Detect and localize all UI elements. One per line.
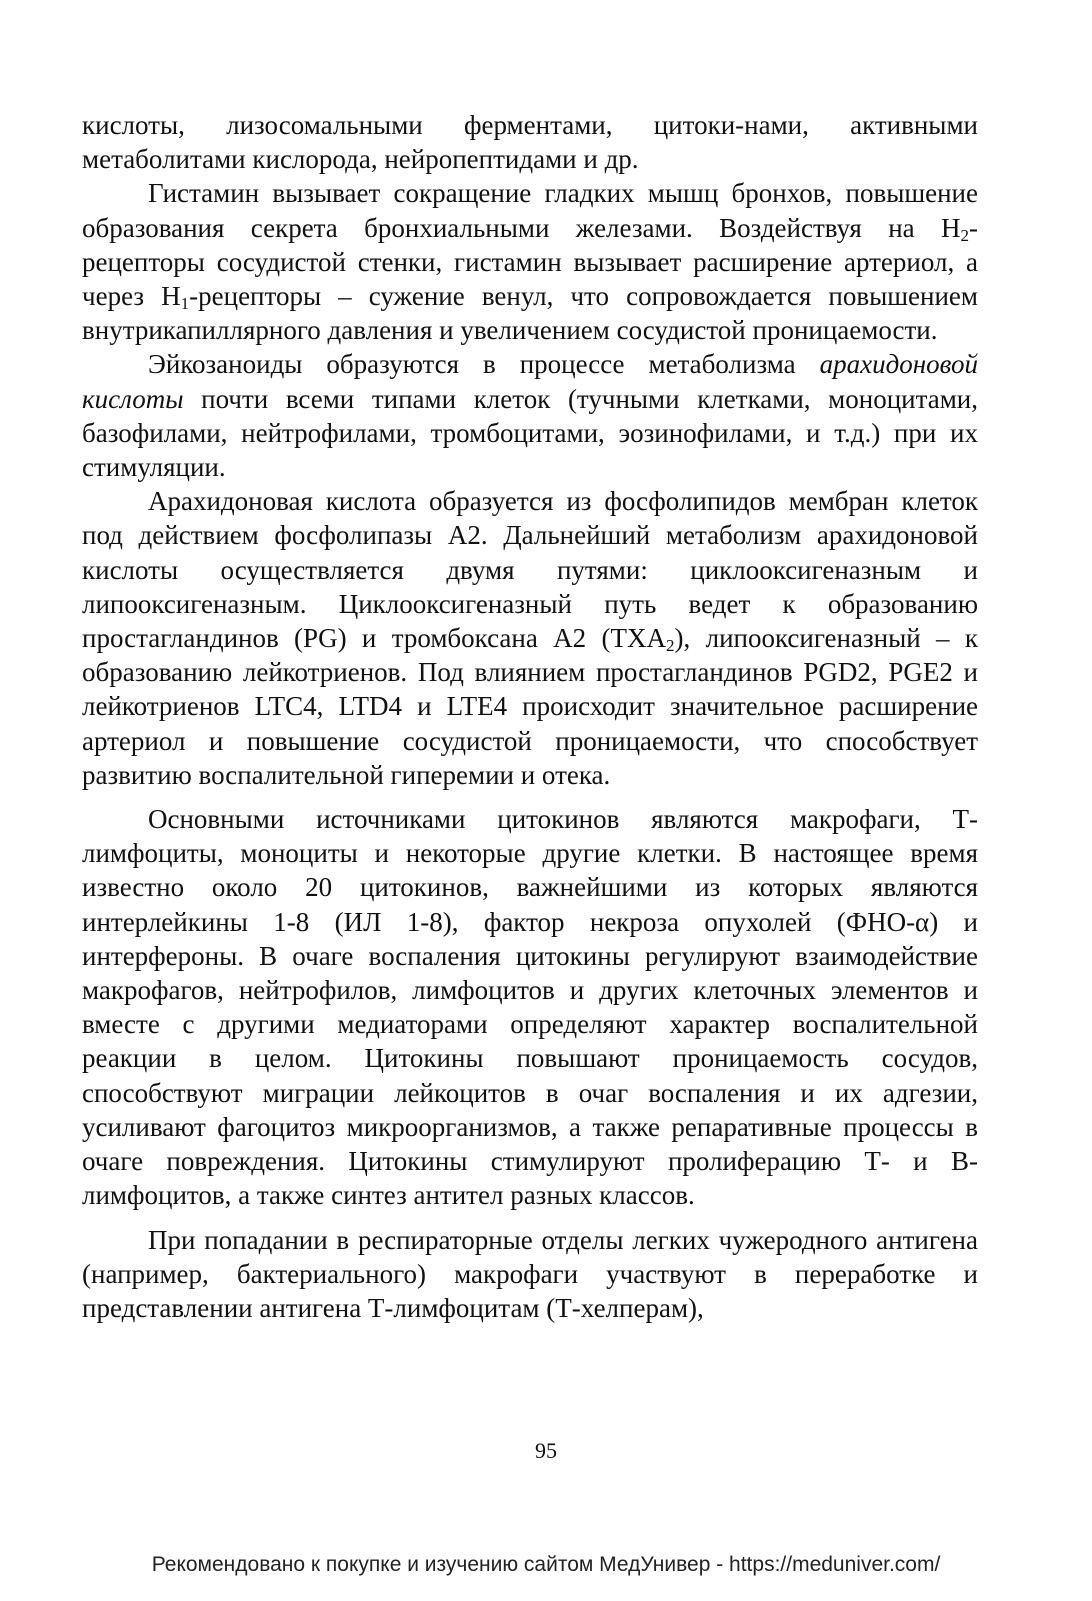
paragraph-cytokines: Основными источниками цитокинов являются макрофаги, Т-лимфоциты, моноциты и некоторые другие клетки. В настоящее время известно около 20 цитокинов, важнейшими из которых являются интерлейкины 1-8 (ИЛ 1-8), фактор некроза опухолей (ФНО-α) и интерфероны. В очаге воспаления цитокины регулируют взаимодействие макрофагов, нейтрофилов, лимфоцитов и других клеточных элементов и вместе с другими медиаторами определяют характер воспалительной реакции в целом. Цитокины повышают проницаемость сосудов, способствуют миграции лейкоцитов в очаг воспаления и их адгезии, усиливают фагоцитоз микроорганизмов, а также репаративные процессы в очаге повреждения. Цитокины стимулируют пролиферацию Т- и В-лимфоцитов, а также синтез антител разных классов. (82, 804, 978, 1211)
page-number: 95 (535, 1438, 557, 1463)
paragraph-continuation: кислоты, лизосомальными ферментами, цитоки-нами, активными метаболитами кислорода, нейропептидами и др. (82, 110, 978, 175)
paragraph-eicosanoids: Эйкозаноиды образуются в процессе метаболизма арахидоновой кислоты почти всеми типами клеток (тучными клетками, моноцитами, базофилами, нейтрофилами, тромбоцитами, эозинофилами, и т.д.) при их стимуляции. (82, 349, 978, 483)
italic-term: арахидоновой кислоты (82, 349, 978, 414)
footer-watermark: Рекомендовано к покупке и изучению сайтом МедУнивер - https://meduniver.com/ (151, 1553, 941, 1576)
page-body (82, 108, 978, 1325)
paragraph-antigen: При попадании в респираторные отделы легких чужеродного антигена (например, бактериального) макрофаги участвуют в переработке и представлении антигена Т-лимфоцитам (Т-хелперам), (82, 1224, 978, 1323)
paragraph-histamine: Гистамин вызывает сокращение гладких мышц бронхов, повышение образования секрета бронхиальными железами. Воздействуя на $H_2$-рецепторы сосудистой стенки, гистамин вызывает расширение артериол, а через $H_1$-рецепторы – сужение венул, что сопровождается повышением внутрикапиллярного давления и увеличением сосудистой проницаемости. (82, 178, 978, 346)
paragraph-arachidonic-acid: Арахидоновая кислота образуется из фосфолипидов мембран клеток под действием фосфолипазы А2. Дальнейший метаболизм арахидоновой кислоты осуществляется двумя путями: циклооксигеназным и липооксигеназным. Циклооксигеназный путь ведет к образованию простагландинов (PG) и тромбоксана А2 $(TXA_2)$, липооксигеназный – к образованию лейкотриенов. Под влиянием простагландинов PGD2, PGE2 и лейкотриенов LTC4, LTD4 и LTE4 происходит значительное расширение артериол и повышение сосудистой проницаемости, что способствует развитию воспалительной гиперемии и отека. (82, 486, 978, 790)
